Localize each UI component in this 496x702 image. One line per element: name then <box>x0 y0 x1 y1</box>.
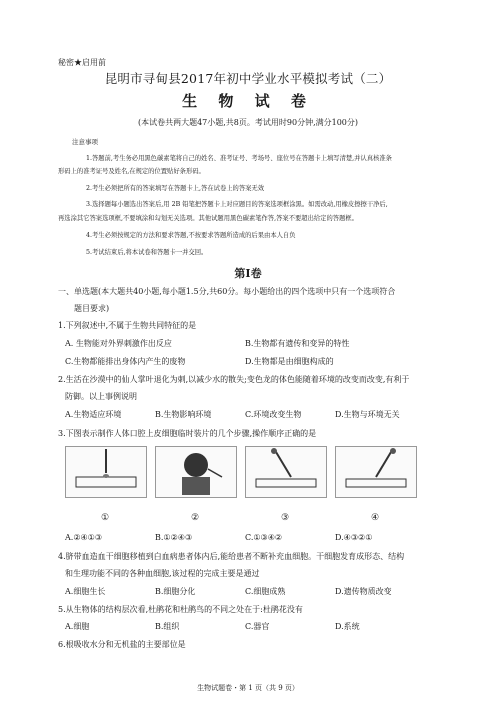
q1-option-a: A. 生物能对外界刺激作出反应 <box>65 339 172 348</box>
q5-option-a: A.细胞 <box>65 622 90 631</box>
note-3a: 3.选择题每小题选出答案后,用 2B 铅笔把答题卡上对应题目的答案选项框涂黑。如需改动,用橡皮擦擦干净后, <box>86 201 388 208</box>
note-1b: 形码上的准考证号及姓名,在规定的位置贴好条形码。 <box>58 168 205 175</box>
q1-option-b: B.生物都有遗传和变异的特性 <box>245 339 350 348</box>
q6-stem: 6.根吸收水分和无机盐的主要部位是 <box>58 640 186 649</box>
q2-option-c: C.环境改变生物 <box>245 410 302 419</box>
q4-stem: 4.脐带血造血干细胞移植到白血病患者体内后,能给患者不断补充血细胞。干细胞发育成形态、结构 <box>58 552 405 561</box>
step3-label: ③ <box>281 513 290 523</box>
q4-stem-cont: 和生理功能不同的各种血细胞,该过程的完成主要是通过 <box>65 569 260 578</box>
q3-option-b: B.①②④③ <box>155 533 193 542</box>
q1-stem: 1.下列叙述中,不属于生物共同特征的是 <box>58 321 197 330</box>
section-heading-cont: 题目要求) <box>74 304 110 313</box>
note-1a: 1.答题前,考生务必用黑色碳素笔将自己的姓名、准考证号、考场号、座位号在答题卡上填写清楚,并认真核准条 <box>86 155 392 162</box>
q5-option-b: B.组织 <box>155 622 180 631</box>
confidential-mark: 秘密★启用前 <box>58 58 106 67</box>
step3-illustration <box>245 446 327 498</box>
q4-option-b: B.细胞分化 <box>155 587 196 596</box>
note-2: 2.考生必须把所有的答案填写在答题卡上,答在试卷上的答案无效 <box>86 185 265 192</box>
q2-stem-cont: 防御。以上事例说明 <box>65 392 137 401</box>
part-title: 第Ⅰ卷 <box>234 267 262 280</box>
q2-option-b: B.生物影响环境 <box>155 410 212 419</box>
q2-stem: 2.生活在沙漠中的仙人掌叶退化为刺,以减少水的散失;变色龙的体色能随着环境的改变而改变,有利于 <box>58 375 410 384</box>
q3-option-a: A.②④①③ <box>65 533 103 542</box>
q1-option-c: C.生物都能排出身体内产生的废物 <box>65 357 186 366</box>
note-4: 4.考生必须按规定的方法和要求答题,不按要求答题所造成的后果由本人自负 <box>86 232 296 239</box>
q5-stem: 5.从生物体的结构层次看,杜鹃花和杜鹃鸟的不同之处在于:杜鹃花没有 <box>58 605 303 614</box>
note-3b: 再选涂其它答案选项框,不要填涂和勾划无关选项。其他试题用黑色碳素笔作答,答案不要超出给定的答题框。 <box>58 215 358 222</box>
q4-option-a: A.细胞生长 <box>65 587 106 596</box>
step2-label: ② <box>191 513 200 523</box>
q2-option-d: D.生物与环境无关 <box>335 410 400 419</box>
exam-info: (本试卷共两大题47小题,共8页。考试用时90分钟,满分100分) <box>137 118 359 127</box>
exam-title: 昆明市寻甸县2017年初中学业水平模拟考试（二） <box>104 71 392 86</box>
q3-option-c: C.①③④② <box>245 533 283 542</box>
q1-option-d: D.生物都是由细胞构成的 <box>245 357 334 366</box>
step2-illustration <box>155 446 237 498</box>
section-heading: 一、单选题(本大题共40小题,每小题1.5分,共60分。每小题给出的四个选项中只有一个选项符合 <box>58 287 396 296</box>
q2-option-a: A.生物适应环境 <box>65 410 122 419</box>
step1-label: ① <box>101 513 110 523</box>
note-5: 5.考试结束后,将本试卷和答题卡一并交回。 <box>86 249 208 256</box>
q4-option-c: C.细胞成熟 <box>245 587 286 596</box>
page-footer: 生物试题卷・第 1 页（共 9 页） <box>197 684 299 692</box>
q4-option-d: D.遗传物质改变 <box>335 587 392 596</box>
q3-option-d: D.④③②① <box>335 533 373 542</box>
step4-illustration <box>335 446 417 498</box>
step4-label: ④ <box>371 513 380 523</box>
subject-title: 生 物 试 卷 <box>182 92 314 110</box>
q5-option-d: D.系统 <box>335 622 360 631</box>
notes-heading: 注意事项 <box>72 138 98 146</box>
q5-option-c: C.器官 <box>245 622 270 631</box>
step1-illustration <box>65 446 147 498</box>
q3-stem: 3.下图表示制作人体口腔上皮细胞临时装片的几个步骤,操作顺序正确的是 <box>58 429 317 438</box>
